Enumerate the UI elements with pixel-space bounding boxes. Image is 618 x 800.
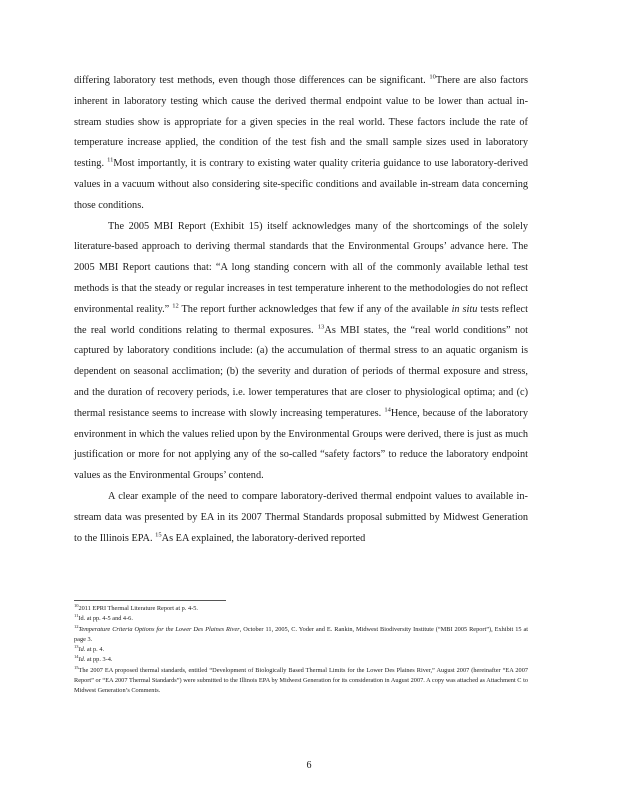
italic-text: in situ <box>451 303 478 315</box>
body-text <box>74 71 528 549</box>
footnote-12: $^{12}$Temperature Criteria Options for the Lower Des Plaines River, October 11, 2005, C. Yoder and E. Rankin, Midwest Biodiversity Institute (“MBI 2005 Report”), Exhibit 15 at page 3. <box>74 623 529 643</box>
footnote-14: $^{14}$Id. at pp. 3-4. <box>74 654 113 664</box>
footnote-ref: 15 <box>155 531 162 539</box>
italic-text: Id. <box>78 656 86 664</box>
paragraph-3: A clear example of the need to compare laboratory-derived thermal endpoint values to available in-stream data was presented by EA in its 2007 Thermal Standards proposal submitted by Midwest Generation to the Illinois EPA. $^{15}$As EA explained, the laboratory-derived reported <box>74 490 528 544</box>
footnote-ref: 13 <box>74 644 79 650</box>
footnote-ref: 10 <box>74 602 79 608</box>
italic-text: Temperature Criteria Options for the Lower Des Plaines River <box>78 625 240 633</box>
footnote-ref: 11 <box>74 613 79 619</box>
footnote-15: $^{15}$The 2007 EA proposed thermal standards, entitled “Development of Biologically Based Thermal Limits for the Lower Des Plaines River,” August 2007 (hereinafter “EA 2007 Report” or “EA 2007 Thermal Standards”) were submitted to the Illinois EPA by Midwest Generation for its consideration in August 2007. A copy was attached as Attachment C to Midwest Generation’s Comments. <box>74 664 528 695</box>
italic-text: Id. <box>78 646 86 654</box>
footnotes <box>74 604 528 697</box>
footnote-ref: 12 <box>172 302 179 310</box>
paragraph-1: differing laboratory test methods, even though those differences can be significant. $^{10}$There are also factors inherent in laboratory testing which cause the derived thermal endpoint value to be lower than actual in-stream studies show is appropriate for a given species in the real world. These factors include the rate of temperature increase applied, the condition of the test fish and the small sample sizes used in laboratory testing. $^{11}$Most importantly, it is contrary to existing water quality criteria guidance to use laboratory-derived values in a vacuum without also considering site-specific conditions and available in-stream data concerning those conditions. <box>74 73 529 211</box>
footnote-13: $^{13}$Id. at p. 4. <box>74 644 105 654</box>
footnote-ref: 13 <box>317 323 325 331</box>
footnote-separator <box>74 600 226 601</box>
footnote-ref: 14 <box>74 654 79 660</box>
footnote-11: $^{11}$Id. at pp. 4-5 and 4-6. <box>74 613 133 623</box>
footnote-ref: 11 <box>107 156 114 164</box>
page-number: 6 <box>306 760 312 771</box>
footnote-10: $^{10}$2011 EPRI Thermal Literature Report at p. 4-5. <box>74 602 198 612</box>
footnote-ref: 15 <box>74 664 79 670</box>
paragraph-2: The 2005 MBI Report (Exhibit 15) itself acknowledges many of the shortcomings of the solely literature-based approach to deriving thermal standards that the Environmental Groups’ advance here. The 2005 MBI Report cautions that: “A long standing concern with all of the commonly available lethal test methods is that the steady or regular increases in test temperature inherent to the methodologies do not reflect environmental reality.” $^{12}$ The report further acknowledges that few if any of the available in situ tests reflect the real world conditions relating to thermal exposures. $^{13}$As MBI states, the “real world conditions” not captured by laboratory conditions include: (a) the accumulation of thermal stress to an aquatic organism is dependent on seasonal acclimation; (b) the severity and duration of periods of thermal exposure and stress, and the duration of recovery periods, i.e. lower temperatures that are closer to physiological optima; and (c) thermal resistance seems to increase with slowly increasing temperatures. $^{14}$Hence, because of the laboratory environment in which the values relied upon by the Environmental Groups were derived, there is just as much justification or more for not applying any of the so-called “safety factors” to reduce the laboratory endpoint values as the Environmental Groups’ contend. <box>74 220 528 482</box>
footnote-ref: 10 <box>429 73 436 81</box>
footnote-ref: 12 <box>74 623 79 629</box>
footnote-ref: 14 <box>384 406 391 414</box>
